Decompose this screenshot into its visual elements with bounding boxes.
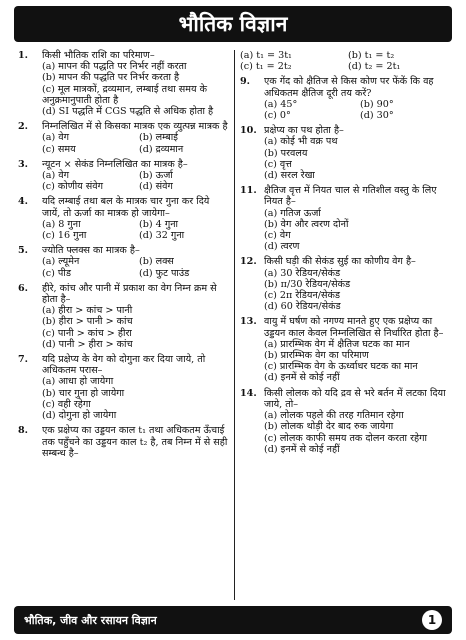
answer-option: (a) गतिज ऊर्जा (264, 207, 321, 219)
answer-option: (d) 32 गुना (139, 230, 185, 242)
question-8 (18, 425, 230, 459)
answer-option: (b) चार गुना हो जायेगा (42, 387, 125, 399)
answer-option: (a) आधा हो जायेगा (42, 376, 114, 388)
question-2 (18, 121, 230, 155)
option-list (42, 376, 230, 421)
option-list (42, 256, 230, 278)
answer-option: (a) मापन की पद्धति पर निर्भर नहीं करता (42, 61, 187, 73)
question-text: यदि प्रक्षेप्य के वेग को दोगुना कर दिया जाये, तो अधिकतम परास– (42, 354, 206, 377)
answer-option: (d) इनमें से कोई नहीं (264, 443, 340, 455)
answer-option: (b) 4 गुना (139, 218, 179, 230)
answer-option: (a) 45° (264, 98, 298, 110)
continuation-options (240, 50, 450, 72)
option-list (264, 136, 450, 181)
question-14 (240, 388, 450, 455)
question-number: 4. (18, 196, 29, 208)
option-list (264, 268, 450, 313)
option-list (42, 132, 230, 154)
question-text: किसी लोलक को यदि द्रव से भरे बर्तन में लटका दिया जाये, तो– (264, 387, 446, 410)
option-list (264, 410, 450, 455)
answer-option: (a) वेग (42, 170, 69, 182)
question-number: 2. (18, 121, 29, 133)
question-text: किसी भौतिक राशि का परिमाण– (42, 50, 155, 61)
footer-banner (14, 606, 452, 634)
option-list (42, 170, 230, 192)
option-list (264, 339, 450, 384)
header-banner (14, 6, 452, 42)
answer-option: (a) 8 गुना (42, 218, 81, 230)
answer-option: (c) कोणीय संवेग (42, 181, 104, 193)
question-5 (18, 245, 230, 279)
answer-option: (d) फुट पाउंड (139, 267, 190, 279)
question-number: 8. (18, 425, 29, 437)
question-number: 13. (240, 316, 257, 328)
answer-option: (b) लक्स (139, 256, 174, 268)
answer-option: (d) सरल रेखा (264, 170, 315, 182)
answer-option: (b) 90° (360, 98, 394, 110)
question-11 (240, 185, 450, 252)
answer-option: (c) पानी > कांच > हीरा (42, 327, 132, 339)
question-10 (240, 125, 450, 181)
question-text: न्यूटन × सेकंड निम्नलिखित का मात्रक है– (42, 158, 188, 170)
answer-option: (d) SI पद्धति में CGS पद्धति से अधिक होता है (42, 106, 214, 118)
question-text: क्षैतिज वृत्त में नियत चाल से गतिशील वस्तु के लिए नियत है– (264, 185, 437, 208)
option-list (42, 305, 230, 350)
right-column (240, 50, 450, 600)
question-text: ज्योति फ्लक्स का मात्रक है– (42, 245, 140, 257)
answer-option: (b) हीरा > पानी > कांच (42, 316, 133, 328)
answer-option: (c) लोलक काफी समय तक दोलन करता रहेगा (264, 432, 427, 444)
answer-option: (c) 2π रेडियन/सेकंड (264, 290, 341, 302)
answer-option: (d) 60 रेडियन/सेकंड (264, 301, 341, 313)
answer-option: (a) लोलक पहले की तरह गतिमान रहेगा (264, 410, 404, 422)
question-number: 12. (240, 256, 257, 268)
option-list (264, 208, 450, 253)
answer-option: (a) ल्यूमेन (42, 256, 80, 268)
page-number: 1 (422, 610, 442, 630)
question-text: प्रक्षेप्य का पथ होता है– (264, 125, 344, 137)
footer-text: भौतिक, जीव और रसायन विज्ञान (24, 613, 157, 627)
question-number: 3. (18, 158, 29, 170)
answer-option: (c) पीड (42, 267, 71, 279)
answer-option: (a) हीरा > कांच > पानी (42, 305, 133, 317)
answer-option: (a) कोई भी वक्र पथ (264, 136, 338, 148)
question-number: 11. (240, 185, 257, 197)
question-number: 14. (240, 387, 257, 399)
answer-option: (d) 30° (360, 110, 394, 122)
answer-option: (b) मापन की पद्धति पर निर्भर करता है (42, 72, 180, 84)
answer-option: (d) द्रव्यमान (139, 143, 184, 155)
question-text: यदि लम्बाई तथा बल के मात्रक चार गुना कर दिये जायें, तो ऊर्जा का मात्रक हो जायेगा– (42, 196, 210, 219)
question-text: एक प्रक्षेप्य का उड्डयन काल t₁ तथा अधिकतम ऊँचाई तक पहुँचने का उड्डयन काल t₂ है, तब निम्न में से सही सम्बन्ध है– (42, 425, 228, 459)
answer-option: (d) इनमें से कोई नहीं (264, 372, 340, 384)
answer-option: (b) लोलक थोड़ी देर बाद रुक जायेगा (264, 421, 394, 433)
answer-option: (b) वेग और त्वरण दोनों (264, 218, 349, 230)
question-number: 1. (18, 50, 29, 61)
option-list (42, 61, 230, 117)
option-list (42, 219, 230, 241)
answer-option: (d) त्वरण (264, 241, 300, 253)
answer-option: (c) t₁ = 2t₂ (240, 61, 292, 73)
question-text: किसी घड़ी की सेकंड सुई का कोणीय वेग है– (264, 256, 416, 268)
answer-option: (b) लम्बाई (139, 132, 178, 144)
answer-option: (c) प्रारम्भिक वेग के ऊर्ध्वाधर घटक का मान (264, 361, 418, 373)
answer-option: (c) 16 गुना (42, 230, 87, 242)
answer-option: (a) वेग (42, 132, 69, 144)
answer-option: (a) t₁ = 3t₁ (240, 50, 292, 61)
answer-option: (c) वृत्त (264, 158, 292, 170)
question-9 (240, 76, 450, 121)
answer-option: (d) संवेग (139, 181, 173, 193)
question-4 (18, 196, 230, 241)
question-number: 5. (18, 245, 29, 257)
answer-option: (b) t₁ = t₂ (348, 50, 395, 61)
answer-option: (c) मूल मात्रकों, द्रव्यमान, लम्बाई तथा समय के अनुक्रमानुपाती होता है (42, 83, 207, 106)
question-3 (18, 159, 230, 193)
question-13 (240, 316, 450, 383)
answer-option: (b) π/30 रेडियन/सेकंड (264, 278, 351, 290)
question-number: 10. (240, 125, 257, 137)
question-text: निम्नलिखित में से किसका मात्रक एक व्युत्पन्न मात्रक है (42, 121, 228, 133)
answer-option: (b) परवलय (264, 147, 308, 159)
answer-option: (d) t₂ = 2t₁ (348, 61, 401, 73)
left-column (18, 50, 230, 600)
question-6 (18, 283, 230, 350)
question-7 (18, 354, 230, 421)
answer-option: (d) पानी > हीरा > कांच (42, 338, 133, 350)
answer-option: (c) समय (42, 143, 76, 155)
question-number: 7. (18, 354, 29, 366)
answer-option: (b) ऊर्जा (139, 170, 173, 182)
question-text: हीरे, कांच और पानी में प्रकाश का वेग निम्न क्रम से होता है– (42, 282, 217, 306)
question-number: 6. (18, 282, 29, 294)
question-number: 9. (240, 76, 251, 88)
question-text: एक गेंद को क्षैतिज से किस कोण पर फेंकें कि वह अधिकतम क्षैतिज दूरी तय करें? (264, 76, 434, 99)
answer-option: (c) वेग (264, 230, 291, 242)
question-12 (240, 256, 450, 312)
column-divider (234, 50, 235, 600)
answer-option: (c) वही रहेगा (42, 398, 91, 410)
answer-option: (b) प्रारम्भिक वेग का परिमाण (264, 350, 369, 362)
option-list (264, 99, 450, 121)
answer-option: (a) 30 रेडियन/सेकंड (264, 267, 341, 279)
answer-option: (c) 0° (264, 110, 291, 122)
question-1 (18, 50, 230, 117)
question-text: वायु में घर्षण को नगण्य मानते हुए एक प्रक्षेप्य का उड्डयन काल केवल निम्नलिखित से निर्धारित होता है– (264, 316, 444, 339)
page-title: भौतिक विज्ञान (178, 12, 288, 36)
answer-option: (d) दोगुना हो जायेगा (42, 410, 117, 422)
answer-option: (a) प्रारम्भिक वेग में क्षैतिज घटक का मान (264, 338, 410, 350)
